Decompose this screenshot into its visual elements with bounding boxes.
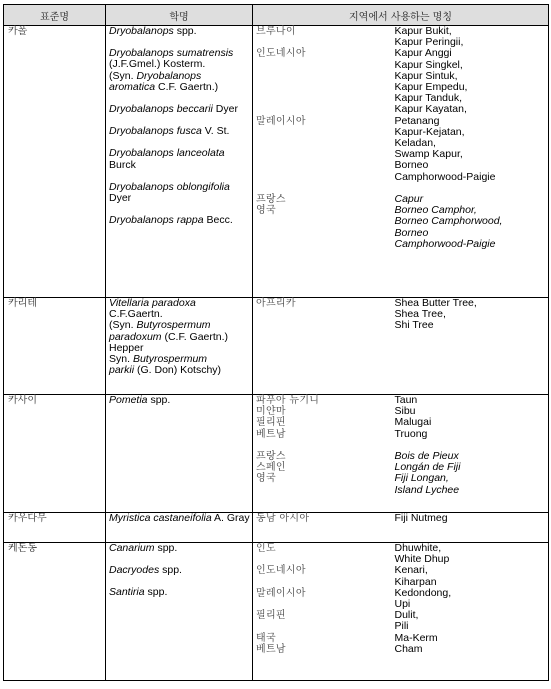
- region-cell: [253, 543, 390, 681]
- local-name: Kapur Empedu,: [394, 81, 468, 94]
- local-name: Fiji Longan,: [394, 472, 449, 485]
- scientific-name-cell: [106, 543, 253, 681]
- local-name: Borneo Camphor,: [394, 204, 477, 217]
- local-name: Kedondong,: [394, 586, 452, 599]
- standard-name-cell: 카우다무: [4, 513, 106, 543]
- header-local-names: 지역에서 사용하는 명칭: [253, 5, 549, 26]
- region-label: 브루나이: [256, 26, 296, 37]
- local-names-cell: [390, 26, 549, 298]
- local-name: Truong: [394, 427, 428, 440]
- local-name: Kiharpan: [394, 575, 437, 588]
- region-label: 인도: [256, 543, 276, 554]
- region-label: 프랑스: [256, 451, 286, 463]
- local-name: Capur: [394, 193, 424, 206]
- header-standard-name: 표준명: [4, 5, 106, 26]
- region-label: 파푸아 뉴기니: [256, 395, 320, 406]
- local-name: Borneo: [394, 159, 429, 172]
- sci-entry: Dryobalanops spp.: [109, 25, 197, 37]
- local-name: Shea Butter Tree,: [394, 297, 477, 309]
- species-table-container: [3, 4, 548, 684]
- local-name: Kapur Peringii,: [394, 36, 464, 49]
- region-label: 영국: [256, 473, 276, 485]
- local-name: Sibu: [394, 405, 416, 418]
- sci-entry: Santiria spp.: [109, 586, 168, 599]
- scientific-name-cell: Pometia spp.: [106, 395, 253, 513]
- local-name: Bois de Pieux: [394, 450, 459, 463]
- local-name: Camphorwood-Paigie: [394, 237, 496, 250]
- region-label: 말레이시아: [256, 587, 306, 599]
- region-cell: [253, 298, 390, 395]
- region-label: 인도네시아: [256, 565, 306, 577]
- local-name: Kenari,: [394, 564, 428, 577]
- local-name: Taun: [394, 394, 418, 406]
- local-name: White Dhup: [394, 553, 450, 566]
- region-label: 미얀마: [256, 406, 286, 418]
- local-name: Borneo: [394, 226, 429, 239]
- header-scientific-name: 학명: [106, 5, 253, 26]
- standard-name-cell: 카사이: [4, 395, 106, 513]
- region-label: 베트남: [256, 428, 286, 440]
- species-name-table: [3, 4, 549, 681]
- region-cell: [253, 26, 390, 298]
- standard-name-cell: 카리테: [4, 298, 106, 395]
- local-name: Shea Tree,: [394, 308, 446, 321]
- region-label: 말레이시아: [256, 115, 306, 127]
- local-name: Camphorwood-Paigie: [394, 170, 496, 183]
- region-label: 필리핀: [256, 417, 286, 429]
- sci-entry: Dryobalanops sumatrensis (J.F.Gmel.) Kosterm. (Syn. Dryobalanops aromatica C.F. Gaertn.): [109, 47, 234, 93]
- local-name: Kapur Bukit,: [394, 25, 452, 37]
- region-label: 영국: [256, 205, 276, 217]
- local-name: Upi: [394, 598, 411, 611]
- standard-name-cell: 케돈동: [4, 543, 106, 681]
- local-names-cell: [390, 395, 549, 513]
- local-name: Pili: [394, 620, 409, 633]
- local-name: Dhuwhite,: [394, 542, 442, 554]
- sci-entry: Dacryodes spp.: [109, 564, 182, 577]
- local-name: Island Lychee: [394, 483, 460, 496]
- scientific-name-cell: Vitellaria paradoxa C.F.Gaertn. (Syn. Butyrospermum paradoxum (C.F. Gaertn.) Hepper Syn. Butyrospermum parkii (G. Don) Kotschy): [106, 298, 253, 395]
- region-cell: [253, 513, 390, 543]
- region-label: 태국: [256, 632, 276, 644]
- region-label: 프랑스: [256, 194, 286, 206]
- header-row: [4, 5, 549, 26]
- sci-entry: Dryobalanops fusca V. St.: [109, 125, 230, 138]
- scientific-name-cell: [106, 26, 253, 298]
- region-label: 베트남: [256, 643, 286, 655]
- local-name: Kapur-Kejatan,: [394, 125, 465, 138]
- region-label: 인도네시아: [256, 48, 306, 60]
- local-name: Kapur Anggi: [394, 47, 452, 60]
- local-names-cell: [390, 513, 549, 543]
- sci-entry: Dryobalanops rappa Becc.: [109, 214, 233, 227]
- sci-entry: Dryobalanops beccarii Dyer: [109, 103, 238, 116]
- local-name: Dulit,: [394, 609, 419, 622]
- local-name: Kapur Singkel,: [394, 58, 463, 71]
- local-name: Longán de Fiji: [394, 461, 461, 474]
- local-name: Swamp Kapur,: [394, 148, 463, 161]
- table-row: [4, 26, 549, 298]
- local-name: Keladan,: [394, 137, 436, 150]
- local-name: Kapur Tanduk,: [394, 92, 463, 105]
- local-name: Kapur Sintuk,: [394, 69, 458, 82]
- local-name: Ma-Kerm: [394, 631, 438, 644]
- standard-name-cell: 카폴: [4, 26, 106, 298]
- sci-entry: Dryobalanops oblongifolia Dyer: [109, 180, 230, 205]
- region-label: 필리핀: [256, 610, 286, 622]
- region-label: 스페인: [256, 462, 286, 474]
- local-name: Kapur Kayatan,: [394, 103, 467, 116]
- table-row: [4, 395, 549, 513]
- local-name: Malugai: [394, 416, 432, 429]
- local-names-cell: [390, 543, 549, 681]
- local-names-cell: [390, 298, 549, 395]
- table-row: [4, 298, 549, 395]
- table-row: [4, 513, 549, 543]
- table-row: [4, 543, 549, 681]
- local-name: Fiji Nutmeg: [394, 512, 448, 524]
- scientific-name-cell: Myristica castaneifolia A. Gray: [106, 513, 253, 543]
- local-name: Petanang: [394, 114, 440, 127]
- region-label: 동남 아시아: [256, 513, 310, 524]
- local-name: Cham: [394, 642, 423, 655]
- region-label: 아프리카: [256, 298, 296, 309]
- region-cell: [253, 395, 390, 513]
- sci-entry: Canarium spp.: [109, 542, 178, 554]
- sci-entry: Dryobalanops lanceolata Burck: [109, 147, 225, 171]
- local-name: Shi Tree: [394, 319, 434, 332]
- local-name: Borneo Camphorwood,: [394, 215, 503, 228]
